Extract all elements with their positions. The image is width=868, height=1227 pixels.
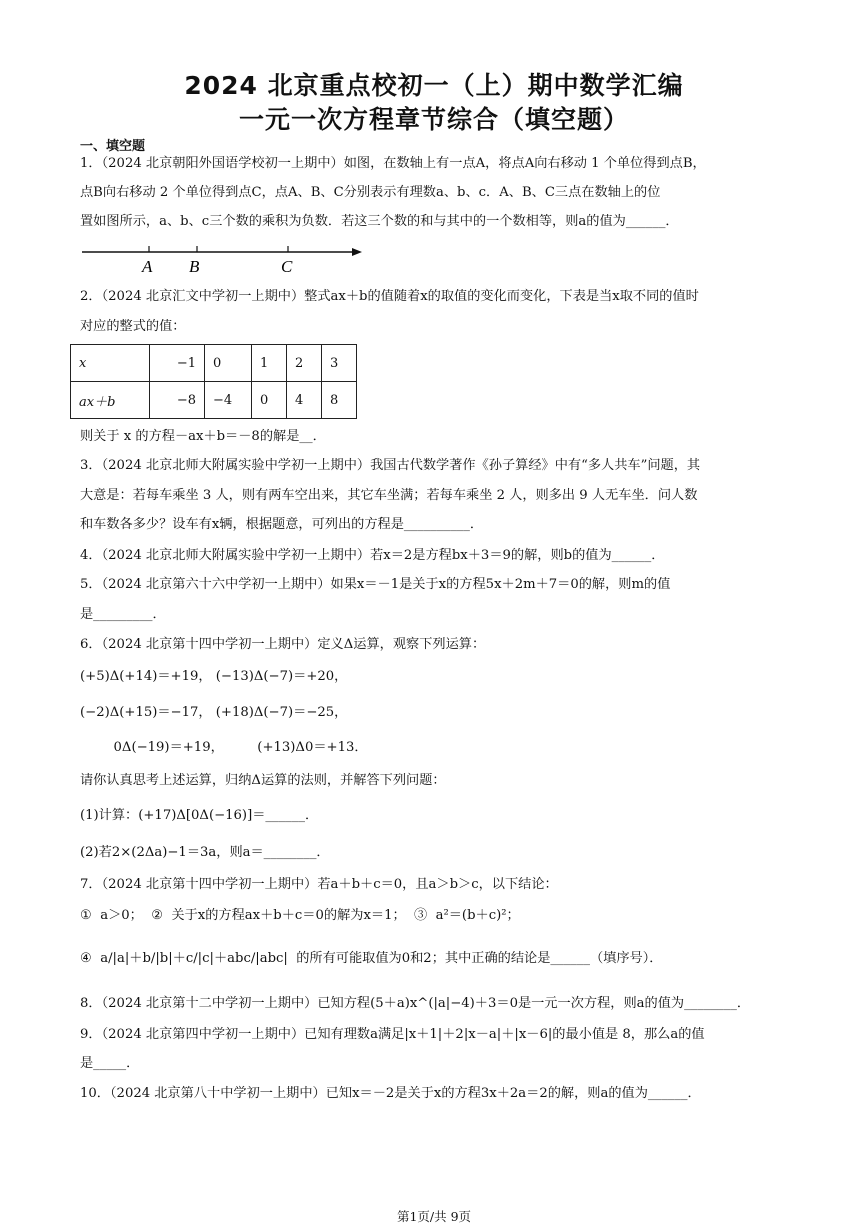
question-line: 4．（2024 北京北师大附属实验中学初一上期中）若x＝2是方程bx＋3＝9的解，则b的值为______． (80, 548, 665, 563)
question-line: 是_________． (80, 607, 166, 622)
conclusion-line: ④ a/|a|＋b/|b|＋c/|c|＋abc/|abc| 的所有可能取值为0和2；其中正确的结论是______（填序号）． (80, 951, 663, 966)
document-title: 2024 北京重点校初一（上）期中数学汇编 (184, 71, 684, 100)
table-cell: 3 (322, 345, 357, 382)
table-cell: 1 (252, 345, 287, 382)
table-cell: 2 (287, 345, 322, 382)
table-header-cell: x (71, 345, 150, 382)
number-line-arrow (352, 248, 362, 256)
table-header-cell: ax＋b (71, 382, 150, 419)
table-cell: 4 (287, 382, 322, 419)
question-line: 则关于 x 的方程－ax＋b＝－8的解是__． (80, 429, 326, 444)
question-line: 置如图所示，a、b、c三个数的乘积为负数．若这三个数的和与其中的一个数相等，则a的值为______． (80, 214, 679, 229)
question-line: 大意是：若每车乘坐 3 人，则有两车空出来，其它车坐满；若每车乘坐 2 人，则多出 9 人无车坐．问人数 (80, 488, 698, 503)
table-cell: −4 (205, 382, 252, 419)
table-cell: 0 (205, 345, 252, 382)
question-line: 10．（2024 北京第八十中学初一上期中）已知x＝－2是关于x的方程3x＋2a＝2的解，则a的值为______． (80, 1086, 701, 1101)
question-line: 1．（2024 北京朝阳外国语学校初一上期中）如图，在数轴上有一点A，将点A向右移动 1 个单位得到点B， (80, 156, 706, 171)
formula-line: 0Δ(−19)＝+19， (+13)Δ0＝+13． (80, 740, 368, 755)
question-line: 2．（2024 北京汇文中学初一上期中）整式ax＋b的值随着x的取值的变化而变化，下表是当x取不同的值时 (80, 289, 699, 304)
section-heading: 一、填空题 (80, 139, 146, 154)
question-line: 5．（2024 北京第六十六中学初一上期中）如果x＝－1是关于x的方程5x＋2m＋7＝0的解，则m的值 (80, 577, 671, 592)
sub-question-line: (1)计算：(+17)Δ[0Δ(−16)]＝______． (80, 808, 319, 823)
question-line: 是_____． (80, 1056, 140, 1071)
question-line: 点B向右移动 2 个单位得到点C，点A、B、C分别表示有理数a、b、c．A、B、C三点在数轴上的位 (80, 185, 661, 200)
label-c: C (281, 257, 293, 276)
question-line: 6．（2024 北京第十四中学初一上期中）定义Δ运算，观察下列运算： (80, 637, 486, 652)
table-row (71, 382, 357, 419)
question-line: 和车数各多少？设车有x辆，根据题意，可列出的方程是__________． (80, 517, 484, 532)
table-row (71, 345, 357, 382)
table-cell: −8 (150, 382, 205, 419)
conclusion-line: ① a＞0； ② 关于x的方程ax＋b＋c＝0的解为x＝1； ③ a²＝(b＋c)²； (80, 908, 520, 923)
value-table (70, 344, 357, 419)
question-line: 3．（2024 北京北师大附属实验中学初一上期中）我国古代数学著作《孙子算经》中有“多人共车”问题，其 (80, 458, 701, 473)
table-cell: −1 (150, 345, 205, 382)
question-line: 对应的整式的值： (80, 319, 186, 334)
label-b: B (189, 257, 200, 276)
question-line: 9．（2024 北京第四中学初一上期中）已知有理数a满足|x＋1|＋2|x－a|＋|x－6|的最小值是 8，那么a的值 (80, 1027, 705, 1042)
question-line: 请你认真思考上述运算，归纳Δ运算的法则，并解答下列问题： (80, 773, 446, 788)
formula-line: (+5)Δ(+14)＝+19， (−13)Δ(−7)＝+20， (80, 669, 348, 684)
question-line: 7．（2024 北京第十四中学初一上期中）若a＋b＋c＝0，且a＞b＞c，以下结论： (80, 877, 558, 892)
table-cell: 8 (322, 382, 357, 419)
formula-line: (−2)Δ(+15)＝−17， (+18)Δ(−7)＝−25， (80, 705, 348, 720)
label-a: A (142, 257, 153, 276)
number-line-figure (82, 238, 372, 278)
sub-question-line: (2)若2×(2Δa)−1＝3a，则a＝________． (80, 845, 330, 860)
document-subtitle: 一元一次方程章节综合（填空题） (238, 105, 629, 134)
table-cell: 0 (252, 382, 287, 419)
question-line: 8．（2024 北京第十二中学初一上期中）已知方程(5＋a)x^(|a|−4)＋3＝0是一元一次方程，则a的值为________． (80, 996, 751, 1011)
page-footer: 第1页/共 9页 (396, 1209, 472, 1224)
